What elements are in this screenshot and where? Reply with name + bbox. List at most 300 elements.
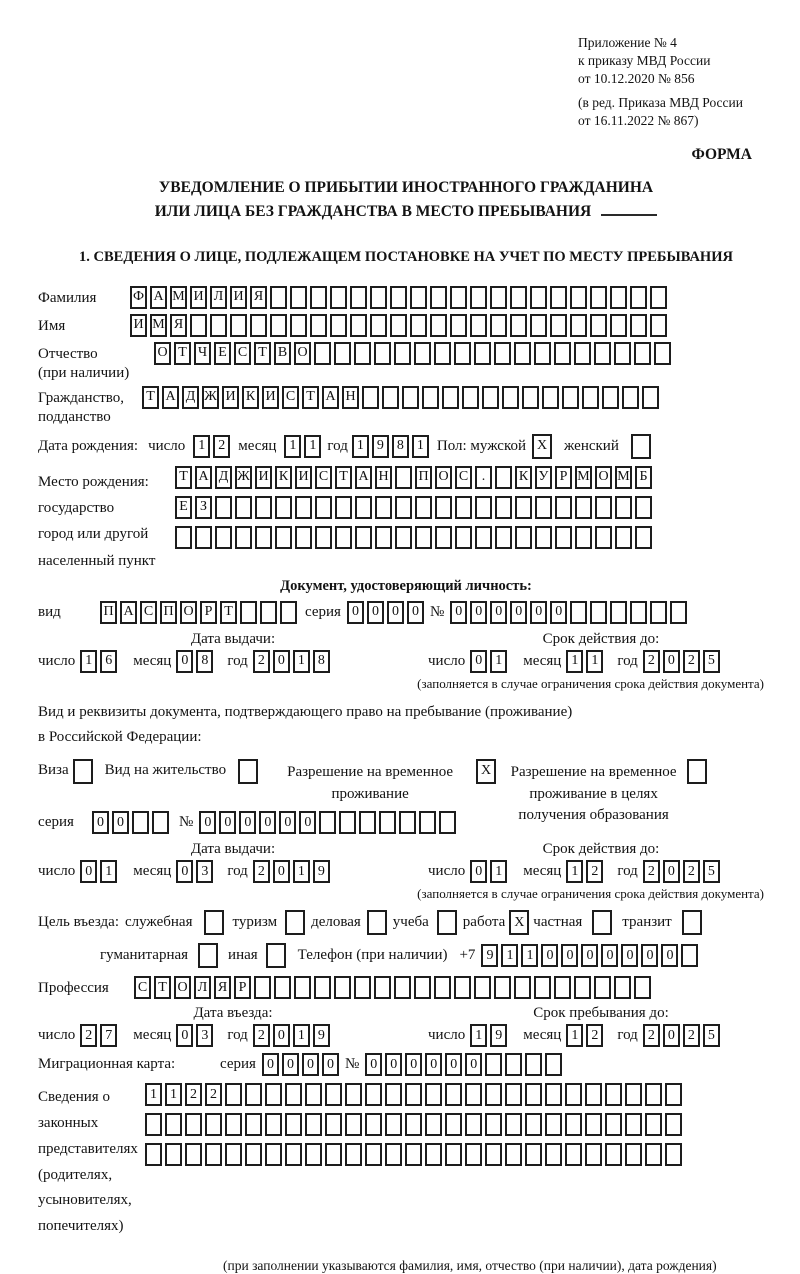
char-cell[interactable] <box>665 1083 682 1106</box>
char-cell[interactable] <box>270 314 287 337</box>
char-cell[interactable] <box>494 976 511 999</box>
char-cell[interactable] <box>195 526 212 549</box>
char-cell[interactable] <box>645 1113 662 1136</box>
char-cell[interactable] <box>574 976 591 999</box>
char-cell[interactable]: 2 <box>586 1024 603 1047</box>
char-cell[interactable]: Ф <box>130 286 147 309</box>
char-cell[interactable] <box>550 286 567 309</box>
char-cell[interactable]: 0 <box>470 650 487 673</box>
char-cell[interactable]: 0 <box>510 601 527 624</box>
char-cell[interactable]: 0 <box>262 1053 279 1076</box>
char-cell[interactable] <box>515 526 532 549</box>
char-cell[interactable]: 0 <box>279 811 296 834</box>
char-cell[interactable] <box>570 601 587 624</box>
char-cell[interactable]: 0 <box>365 1053 382 1076</box>
char-cell[interactable] <box>614 342 631 365</box>
char-cell[interactable] <box>590 286 607 309</box>
char-cell[interactable] <box>510 286 527 309</box>
char-cell[interactable] <box>594 342 611 365</box>
char-cell[interactable] <box>650 286 667 309</box>
char-cell[interactable] <box>515 496 532 519</box>
char-cell[interactable] <box>654 342 671 365</box>
char-cell[interactable] <box>630 286 647 309</box>
purpose-tourism-checkbox[interactable] <box>285 910 305 935</box>
char-cell[interactable]: 0 <box>273 860 290 883</box>
char-cell[interactable]: Л <box>210 286 227 309</box>
char-cell[interactable] <box>602 386 619 409</box>
char-cell[interactable] <box>535 496 552 519</box>
char-cell[interactable] <box>554 976 571 999</box>
char-cell[interactable] <box>345 1113 362 1136</box>
char-cell[interactable] <box>260 601 277 624</box>
char-cell[interactable]: О <box>180 601 197 624</box>
char-cell[interactable] <box>545 1053 562 1076</box>
char-cell[interactable]: 1 <box>566 860 583 883</box>
char-cell[interactable] <box>574 342 591 365</box>
char-cell[interactable]: 7 <box>100 1024 117 1047</box>
char-cell[interactable] <box>335 496 352 519</box>
char-cell[interactable] <box>275 496 292 519</box>
char-cell[interactable]: А <box>150 286 167 309</box>
char-cell[interactable] <box>450 314 467 337</box>
char-cell[interactable] <box>555 526 572 549</box>
char-cell[interactable] <box>235 526 252 549</box>
char-cell[interactable]: 1 <box>165 1083 182 1106</box>
char-cell[interactable]: 0 <box>561 944 578 967</box>
char-cell[interactable] <box>595 496 612 519</box>
char-cell[interactable]: 0 <box>601 944 618 967</box>
char-cell[interactable]: К <box>242 386 259 409</box>
char-cell[interactable] <box>355 526 372 549</box>
char-cell[interactable]: К <box>275 466 292 489</box>
char-cell[interactable]: 2 <box>253 860 270 883</box>
char-cell[interactable] <box>295 496 312 519</box>
char-cell[interactable] <box>615 496 632 519</box>
char-cell[interactable] <box>462 386 479 409</box>
char-cell[interactable]: 2 <box>586 860 603 883</box>
char-cell[interactable]: 0 <box>112 811 129 834</box>
char-cell[interactable]: О <box>294 342 311 365</box>
char-cell[interactable]: 1 <box>193 435 210 458</box>
char-cell[interactable]: Р <box>234 976 251 999</box>
char-cell[interactable] <box>470 314 487 337</box>
char-cell[interactable] <box>395 496 412 519</box>
char-cell[interactable]: 0 <box>621 944 638 967</box>
char-cell[interactable] <box>215 496 232 519</box>
char-cell[interactable] <box>485 1113 502 1136</box>
char-cell[interactable] <box>482 386 499 409</box>
char-cell[interactable]: 0 <box>259 811 276 834</box>
char-cell[interactable]: 1 <box>490 650 507 673</box>
char-cell[interactable]: З <box>195 496 212 519</box>
char-cell[interactable] <box>250 314 267 337</box>
char-cell[interactable] <box>385 1083 402 1106</box>
char-cell[interactable]: Т <box>175 466 192 489</box>
char-cell[interactable] <box>430 314 447 337</box>
char-cell[interactable]: И <box>230 286 247 309</box>
char-cell[interactable] <box>314 342 331 365</box>
char-cell[interactable] <box>605 1113 622 1136</box>
char-cell[interactable] <box>650 601 667 624</box>
char-cell[interactable] <box>394 976 411 999</box>
char-cell[interactable] <box>475 496 492 519</box>
char-cell[interactable] <box>495 526 512 549</box>
char-cell[interactable] <box>325 1083 342 1106</box>
char-cell[interactable] <box>394 342 411 365</box>
char-cell[interactable] <box>622 386 639 409</box>
char-cell[interactable] <box>395 466 412 489</box>
char-cell[interactable]: Т <box>154 976 171 999</box>
char-cell[interactable]: 0 <box>176 860 193 883</box>
char-cell[interactable] <box>562 386 579 409</box>
char-cell[interactable]: 2 <box>643 860 660 883</box>
char-cell[interactable]: . <box>475 466 492 489</box>
char-cell[interactable]: 0 <box>490 601 507 624</box>
char-cell[interactable]: 0 <box>199 811 216 834</box>
char-cell[interactable] <box>582 386 599 409</box>
char-cell[interactable] <box>275 526 292 549</box>
char-cell[interactable] <box>385 1113 402 1136</box>
char-cell[interactable]: 3 <box>196 860 213 883</box>
char-cell[interactable]: 1 <box>521 944 538 967</box>
char-cell[interactable] <box>370 286 387 309</box>
char-cell[interactable] <box>625 1113 642 1136</box>
char-cell[interactable]: Б <box>635 466 652 489</box>
char-cell[interactable] <box>485 1083 502 1106</box>
char-cell[interactable] <box>334 342 351 365</box>
char-cell[interactable]: М <box>575 466 592 489</box>
char-cell[interactable] <box>450 286 467 309</box>
char-cell[interactable] <box>442 386 459 409</box>
char-cell[interactable]: 1 <box>293 650 310 673</box>
char-cell[interactable] <box>314 976 331 999</box>
char-cell[interactable] <box>534 342 551 365</box>
char-cell[interactable] <box>594 976 611 999</box>
char-cell[interactable]: 0 <box>530 601 547 624</box>
char-cell[interactable] <box>374 976 391 999</box>
char-cell[interactable]: 0 <box>641 944 658 967</box>
char-cell[interactable]: Т <box>254 342 271 365</box>
char-cell[interactable]: 0 <box>347 601 364 624</box>
char-cell[interactable] <box>325 1113 342 1136</box>
char-cell[interactable] <box>350 314 367 337</box>
purpose-private-checkbox[interactable] <box>592 910 612 935</box>
char-cell[interactable]: 0 <box>541 944 558 967</box>
char-cell[interactable]: 1 <box>470 1024 487 1047</box>
char-cell[interactable]: 9 <box>313 1024 330 1047</box>
char-cell[interactable] <box>270 286 287 309</box>
char-cell[interactable] <box>335 526 352 549</box>
char-cell[interactable]: У <box>535 466 552 489</box>
char-cell[interactable] <box>310 314 327 337</box>
char-cell[interactable]: П <box>160 601 177 624</box>
char-cell[interactable] <box>245 1113 262 1136</box>
char-cell[interactable] <box>542 386 559 409</box>
char-cell[interactable] <box>265 1113 282 1136</box>
char-cell[interactable]: 1 <box>284 435 301 458</box>
char-cell[interactable]: Н <box>342 386 359 409</box>
char-cell[interactable] <box>410 314 427 337</box>
char-cell[interactable] <box>505 1083 522 1106</box>
purpose-work-checkbox[interactable]: X <box>509 910 529 935</box>
char-cell[interactable]: И <box>222 386 239 409</box>
char-cell[interactable] <box>575 496 592 519</box>
char-cell[interactable]: 5 <box>703 650 720 673</box>
char-cell[interactable] <box>610 314 627 337</box>
char-cell[interactable] <box>305 1113 322 1136</box>
purpose-other-checkbox[interactable] <box>266 943 286 968</box>
char-cell[interactable] <box>425 1083 442 1106</box>
char-cell[interactable]: 1 <box>352 435 369 458</box>
char-cell[interactable] <box>175 526 192 549</box>
char-cell[interactable]: Я <box>250 286 267 309</box>
char-cell[interactable]: 3 <box>196 1024 213 1047</box>
char-cell[interactable]: Н <box>375 466 392 489</box>
char-cell[interactable]: И <box>295 466 312 489</box>
char-cell[interactable]: Я <box>170 314 187 337</box>
char-cell[interactable]: Е <box>175 496 192 519</box>
char-cell[interactable] <box>665 1113 682 1136</box>
char-cell[interactable] <box>570 314 587 337</box>
char-cell[interactable]: 0 <box>470 601 487 624</box>
char-cell[interactable]: 6 <box>100 650 117 673</box>
char-cell[interactable]: 1 <box>293 1024 310 1047</box>
char-cell[interactable]: 2 <box>253 1024 270 1047</box>
char-cell[interactable] <box>395 526 412 549</box>
char-cell[interactable] <box>435 496 452 519</box>
char-cell[interactable]: И <box>190 286 207 309</box>
char-cell[interactable]: И <box>262 386 279 409</box>
char-cell[interactable]: В <box>274 342 291 365</box>
char-cell[interactable] <box>610 286 627 309</box>
char-cell[interactable] <box>514 976 531 999</box>
char-cell[interactable]: 0 <box>302 1053 319 1076</box>
char-cell[interactable] <box>642 386 659 409</box>
char-cell[interactable]: Ж <box>235 466 252 489</box>
char-cell[interactable] <box>265 1083 282 1106</box>
char-cell[interactable] <box>245 1083 262 1106</box>
char-cell[interactable] <box>465 1083 482 1106</box>
purpose-transit-checkbox[interactable] <box>682 910 702 935</box>
char-cell[interactable] <box>490 314 507 337</box>
char-cell[interactable] <box>132 811 149 834</box>
char-cell[interactable] <box>590 314 607 337</box>
char-cell[interactable] <box>285 1083 302 1106</box>
char-cell[interactable] <box>375 496 392 519</box>
char-cell[interactable] <box>634 342 651 365</box>
char-cell[interactable] <box>522 386 539 409</box>
char-cell[interactable]: А <box>355 466 372 489</box>
char-cell[interactable] <box>339 811 356 834</box>
char-cell[interactable]: 9 <box>313 860 330 883</box>
char-cell[interactable] <box>575 526 592 549</box>
char-cell[interactable] <box>390 286 407 309</box>
char-cell[interactable] <box>505 1053 522 1076</box>
char-cell[interactable]: Т <box>174 342 191 365</box>
char-cell[interactable] <box>379 811 396 834</box>
char-cell[interactable] <box>525 1053 542 1076</box>
char-cell[interactable]: 1 <box>304 435 321 458</box>
char-cell[interactable] <box>475 526 492 549</box>
char-cell[interactable] <box>554 342 571 365</box>
char-cell[interactable] <box>410 286 427 309</box>
sex-female-checkbox[interactable] <box>631 434 651 459</box>
char-cell[interactable] <box>414 342 431 365</box>
char-cell[interactable]: 1 <box>586 650 603 673</box>
char-cell[interactable]: Т <box>220 601 237 624</box>
char-cell[interactable] <box>565 1083 582 1106</box>
char-cell[interactable] <box>225 1083 242 1106</box>
char-cell[interactable]: 2 <box>213 435 230 458</box>
char-cell[interactable]: 2 <box>185 1083 202 1106</box>
char-cell[interactable] <box>615 526 632 549</box>
char-cell[interactable] <box>634 976 651 999</box>
char-cell[interactable]: 8 <box>313 650 330 673</box>
char-cell[interactable] <box>145 1113 162 1136</box>
char-cell[interactable] <box>235 496 252 519</box>
char-cell[interactable]: 0 <box>581 944 598 967</box>
char-cell[interactable] <box>290 286 307 309</box>
char-cell[interactable] <box>595 526 612 549</box>
char-cell[interactable]: 2 <box>80 1024 97 1047</box>
char-cell[interactable]: И <box>130 314 147 337</box>
char-cell[interactable] <box>255 526 272 549</box>
char-cell[interactable]: А <box>195 466 212 489</box>
char-cell[interactable]: Р <box>555 466 572 489</box>
char-cell[interactable] <box>534 976 551 999</box>
char-cell[interactable] <box>315 496 332 519</box>
char-cell[interactable]: 0 <box>550 601 567 624</box>
char-cell[interactable] <box>359 811 376 834</box>
char-cell[interactable] <box>610 601 627 624</box>
char-cell[interactable] <box>330 314 347 337</box>
char-cell[interactable] <box>310 286 327 309</box>
char-cell[interactable]: П <box>100 601 117 624</box>
char-cell[interactable] <box>315 526 332 549</box>
char-cell[interactable] <box>294 976 311 999</box>
char-cell[interactable] <box>470 286 487 309</box>
char-cell[interactable] <box>414 976 431 999</box>
char-cell[interactable] <box>354 976 371 999</box>
char-cell[interactable]: 9 <box>490 1024 507 1047</box>
char-cell[interactable]: 0 <box>219 811 236 834</box>
char-cell[interactable] <box>535 526 552 549</box>
char-cell[interactable] <box>530 314 547 337</box>
sex-male-checkbox[interactable]: X <box>532 434 552 459</box>
char-cell[interactable] <box>405 1113 422 1136</box>
char-cell[interactable] <box>630 314 647 337</box>
char-cell[interactable]: 0 <box>176 1024 193 1047</box>
char-cell[interactable]: 0 <box>387 601 404 624</box>
char-cell[interactable] <box>630 601 647 624</box>
char-cell[interactable] <box>494 342 511 365</box>
char-cell[interactable]: Я <box>214 976 231 999</box>
char-cell[interactable] <box>362 386 379 409</box>
char-cell[interactable]: Д <box>215 466 232 489</box>
char-cell[interactable] <box>354 342 371 365</box>
char-cell[interactable] <box>454 342 471 365</box>
char-cell[interactable] <box>514 342 531 365</box>
char-cell[interactable] <box>254 976 271 999</box>
char-cell[interactable]: 2 <box>643 1024 660 1047</box>
char-cell[interactable] <box>319 811 336 834</box>
char-cell[interactable] <box>455 496 472 519</box>
char-cell[interactable] <box>205 1113 222 1136</box>
char-cell[interactable] <box>585 1083 602 1106</box>
purpose-humanitarian-checkbox[interactable] <box>198 943 218 968</box>
temp-residence-edu-checkbox[interactable] <box>687 759 707 784</box>
char-cell[interactable]: Л <box>194 976 211 999</box>
char-cell[interactable]: 0 <box>176 650 193 673</box>
char-cell[interactable] <box>681 944 698 967</box>
char-cell[interactable] <box>215 526 232 549</box>
char-cell[interactable] <box>280 601 297 624</box>
char-cell[interactable]: С <box>234 342 251 365</box>
char-cell[interactable]: 2 <box>683 860 700 883</box>
char-cell[interactable]: М <box>150 314 167 337</box>
char-cell[interactable]: 0 <box>273 650 290 673</box>
char-cell[interactable]: 1 <box>293 860 310 883</box>
char-cell[interactable]: 1 <box>566 1024 583 1047</box>
char-cell[interactable] <box>365 1113 382 1136</box>
purpose-official-checkbox[interactable] <box>204 910 224 935</box>
char-cell[interactable]: С <box>134 976 151 999</box>
char-cell[interactable]: Т <box>302 386 319 409</box>
char-cell[interactable] <box>545 1113 562 1136</box>
char-cell[interactable] <box>434 342 451 365</box>
char-cell[interactable]: 9 <box>481 944 498 967</box>
char-cell[interactable] <box>415 496 432 519</box>
char-cell[interactable] <box>495 496 512 519</box>
char-cell[interactable]: А <box>120 601 137 624</box>
char-cell[interactable] <box>490 286 507 309</box>
char-cell[interactable] <box>670 601 687 624</box>
char-cell[interactable]: О <box>154 342 171 365</box>
char-cell[interactable] <box>165 1113 182 1136</box>
char-cell[interactable]: 1 <box>145 1083 162 1106</box>
char-cell[interactable]: 0 <box>92 811 109 834</box>
char-cell[interactable] <box>525 1083 542 1106</box>
char-cell[interactable] <box>474 976 491 999</box>
char-cell[interactable] <box>510 314 527 337</box>
char-cell[interactable]: 0 <box>367 601 384 624</box>
char-cell[interactable]: 0 <box>663 860 680 883</box>
char-cell[interactable]: 0 <box>663 1024 680 1047</box>
char-cell[interactable]: 0 <box>470 860 487 883</box>
char-cell[interactable] <box>485 1053 502 1076</box>
char-cell[interactable] <box>445 1113 462 1136</box>
char-cell[interactable]: С <box>315 466 332 489</box>
char-cell[interactable] <box>425 1113 442 1136</box>
char-cell[interactable]: Т <box>335 466 352 489</box>
char-cell[interactable]: 0 <box>407 601 424 624</box>
char-cell[interactable] <box>274 976 291 999</box>
char-cell[interactable] <box>454 976 471 999</box>
char-cell[interactable] <box>435 526 452 549</box>
char-cell[interactable] <box>415 526 432 549</box>
char-cell[interactable] <box>375 526 392 549</box>
char-cell[interactable] <box>590 601 607 624</box>
char-cell[interactable] <box>550 314 567 337</box>
char-cell[interactable] <box>555 496 572 519</box>
char-cell[interactable] <box>225 1113 242 1136</box>
purpose-business-checkbox[interactable] <box>367 910 387 935</box>
char-cell[interactable] <box>350 286 367 309</box>
char-cell[interactable]: 5 <box>703 860 720 883</box>
char-cell[interactable]: 2 <box>683 1024 700 1047</box>
char-cell[interactable] <box>455 526 472 549</box>
char-cell[interactable]: О <box>595 466 612 489</box>
